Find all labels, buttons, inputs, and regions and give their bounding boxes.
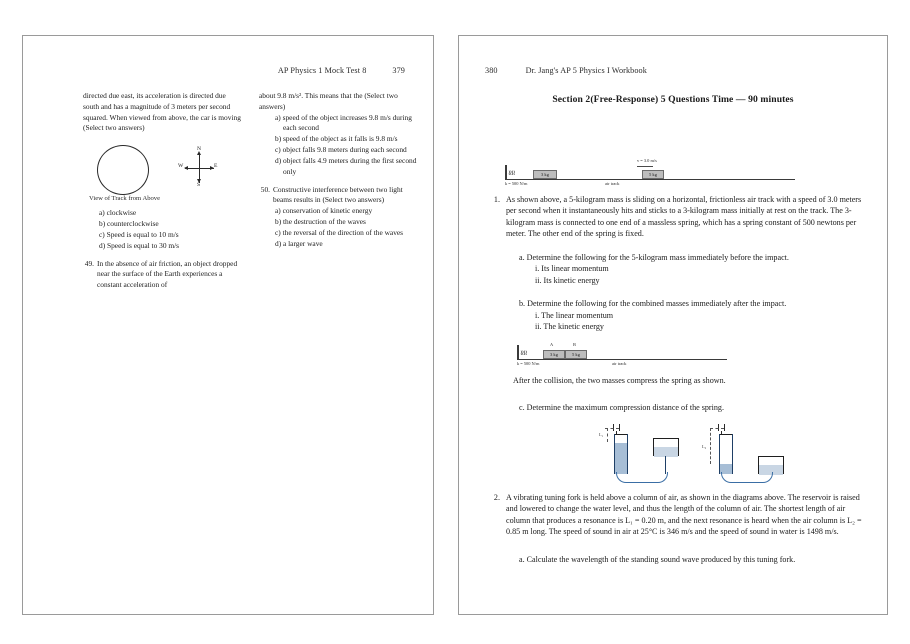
question-49 <box>83 259 243 291</box>
collision-figure <box>487 146 869 188</box>
question-50 <box>259 185 419 207</box>
choice-item: b) counterclockwise <box>99 219 159 229</box>
label-mass-a: A <box>550 341 554 347</box>
apparatus-left <box>599 424 717 486</box>
spring-glyph-2: ≀≀≀≀ <box>520 348 527 357</box>
left-page-number: 379 <box>392 66 405 75</box>
left-column-one <box>83 91 243 291</box>
left-column-two <box>259 91 419 291</box>
tube-top-right <box>719 434 733 435</box>
mass-block-a: 3 kg <box>543 350 565 359</box>
air-track-label-2: air track <box>612 360 627 366</box>
mass-block-3kg: 3 kg <box>533 170 557 179</box>
apparatus-right <box>702 424 812 486</box>
right-page-body <box>487 146 869 565</box>
fork-dash-line-right <box>710 428 724 429</box>
length-label-l1: L₁ <box>599 431 604 437</box>
choice-item: a) clockwise <box>99 208 137 218</box>
question-2-text: A vibrating tuning fork is held above a column of air, as shown in the diagrams above. The reservoir is raised and lowered to change the water level, and thus the length of the column of air. The shortest length of air column that produces a resonance is L₁ = 0.20 m, and the next resonance is heard when the air column is L₂ = 0.85 m long. The speed of sound in air at 25°C is 346 m/s and the speed of sound in water is 1498 m/s. <box>506 492 862 537</box>
spring-constant-label: k = 500 N/m <box>505 181 528 186</box>
hose-riser-left <box>665 456 666 474</box>
question-2-number: 2. <box>493 492 500 502</box>
choices-list-49 <box>259 113 419 178</box>
choice-item: b) the destruction of the waves <box>275 216 366 226</box>
question-1-part-b <box>487 298 869 332</box>
continued-paragraph-48: directed due east, its acceleration is directed due south and has a magnitude of 3 meters per second squared. When viewed from above, the car is moving (Select two answers) <box>83 91 241 133</box>
choice-item: c) object falls 9.8 meters during each second <box>275 145 407 155</box>
tube-top-left <box>614 434 628 435</box>
question-2-part-a: a. Calculate the wavelength of the standing sound wave produced by this tuning fork. <box>519 554 796 564</box>
length-dash-right <box>710 428 711 464</box>
question-2 <box>487 492 869 538</box>
choices-list-50 <box>259 206 419 249</box>
choice-item: d) object falls 4.9 meters during the first second only <box>275 155 417 176</box>
choice-item: d) a larger wave <box>275 238 323 248</box>
hose-left <box>616 472 668 483</box>
circular-track-icon <box>97 145 149 195</box>
tube-right-wall-l <box>627 434 628 474</box>
question-50-text: Constructive interference between two light beams results in (Select two answers) <box>273 184 403 205</box>
section-title: Section 2(Free-Response) 5 Questions Time — 90 minutes <box>552 94 794 105</box>
choice-item: b) speed of the object as it falls is 9.8 m/s <box>275 134 398 144</box>
question-1 <box>487 194 869 240</box>
fixed-wall <box>505 165 507 180</box>
mass-block-5kg: 5 kg <box>642 170 664 179</box>
right-page-running-head <box>485 66 647 75</box>
choice-item: c) the reversal of the direction of the waves <box>275 227 404 237</box>
compass-arrow-west-icon <box>184 166 188 170</box>
compressed-spring-figure <box>487 337 869 371</box>
continued-paragraph-49: about 9.8 m/s². This means that the (Select two answers) <box>259 91 398 111</box>
length-label-l2: L₂ <box>702 443 707 449</box>
tube-water-left <box>615 443 627 474</box>
question-1-part-c: c. Determine the maximum compression distance of the spring. <box>519 403 724 413</box>
air-track-line-2 <box>517 359 727 360</box>
part-a-item-ii: ii. Its kinetic energy <box>535 275 600 285</box>
choice-item: d) Speed is equal to 30 m/s <box>99 240 180 250</box>
velocity-label: v = 3.0 m/s <box>637 158 657 163</box>
spring-glyph: ≀≀≀≀ <box>508 169 515 177</box>
tube-right-wall-r <box>732 434 733 474</box>
right-page-number: 380 <box>485 66 498 75</box>
compass-label-east: E <box>214 163 218 170</box>
question-49-number: 49. <box>84 258 94 268</box>
resonance-tube-figure <box>487 424 869 486</box>
part-b-item-i: i. The linear momentum <box>535 310 614 320</box>
length-dash-left <box>607 428 608 442</box>
compass-rose-icon <box>178 146 221 189</box>
left-running-head-title: AP Physics 1 Mock Test 8 <box>277 66 367 75</box>
question-1-number: 1. <box>493 195 500 204</box>
left-page-columns <box>83 91 419 291</box>
question-1-text: As shown above, a 5-kilogram mass is sliding on a horizontal, frictionless air track with a speed of 3.0 meters per second when it instantaneously hits and sticks to a 3-kilogram mass initially at rest on the track. The 3-kilogram mass is connected to one end of a massless spring, which has a spring constant of 500 newtons per meter. The other end of the spring is fixed. <box>506 195 862 239</box>
compass-label-north: N <box>197 146 202 153</box>
right-running-head-title: Dr. Jang's AP 5 Physics I Workbook <box>525 66 647 75</box>
question-49-text: In the absence of air friction, an object dropped near the surface of the Earth experiences a constant acceleration of <box>97 258 238 290</box>
velocity-arrow-icon <box>637 166 653 167</box>
after-collision-note: After the collision, the two masses compress the spring as shown. <box>513 375 726 385</box>
track-figure <box>83 143 243 205</box>
air-track-line <box>505 179 795 180</box>
part-a-item-i: i. Its linear momentum <box>535 264 609 274</box>
left-page <box>22 35 434 615</box>
choice-item: a) conservation of kinetic energy <box>275 206 373 216</box>
reservoir-left <box>653 438 679 456</box>
compass-label-south: S <box>197 182 201 189</box>
air-track-label: air track <box>605 181 620 186</box>
choice-item: c) Speed is equal to 10 m/s <box>99 229 179 239</box>
spring-constant-label-2: k = 500 N/m <box>517 360 540 366</box>
track-figure-caption: View of Track from Above <box>89 195 161 203</box>
part-a-label: a. Determine the following for the 5-kilogram mass immediately before the impact. <box>519 252 789 262</box>
left-page-running-head <box>278 66 405 75</box>
question-1-part-a <box>487 252 869 286</box>
choice-item: a) speed of the object increases 9.8 m/s during each second <box>275 112 412 133</box>
part-b-label: b. Determine the following for the combined masses immediately after the impact. <box>519 299 787 309</box>
mass-block-b: 5 kg <box>565 350 587 359</box>
part-b-item-ii: ii. The kinetic energy <box>535 322 604 332</box>
right-page <box>458 35 888 615</box>
compass-label-west: W <box>178 163 184 170</box>
choices-list-48 <box>83 208 243 251</box>
hose-right <box>721 472 773 483</box>
label-mass-b: B <box>573 341 576 347</box>
question-50-number: 50. <box>260 184 270 194</box>
fixed-wall-2 <box>517 345 519 360</box>
